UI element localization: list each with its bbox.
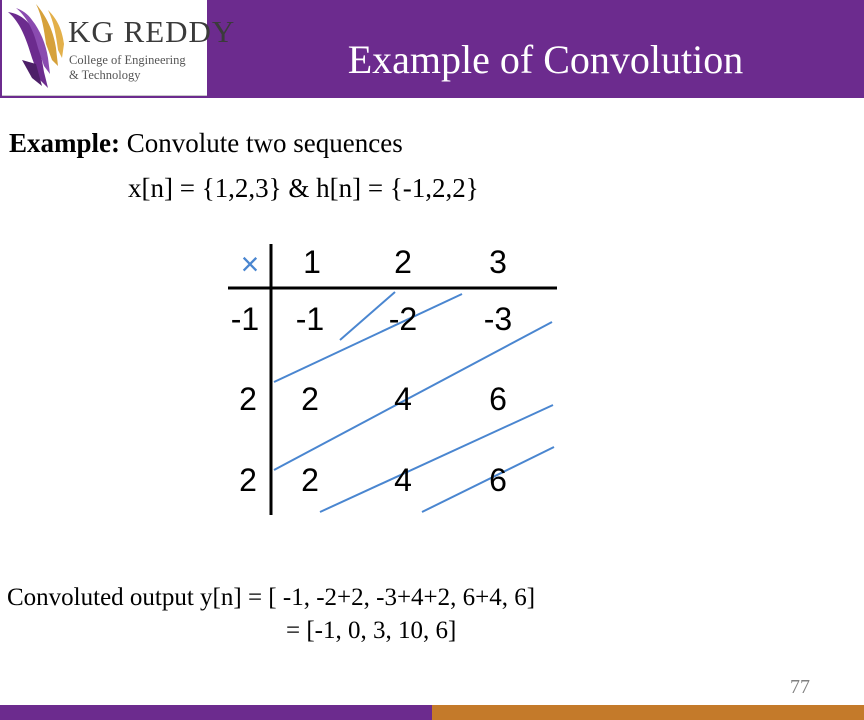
column-header-x1: 2 [394, 244, 412, 280]
logo-subtitle-line1: College of Engineering [69, 53, 186, 67]
example-label: Example: [9, 128, 120, 158]
table-cell: 2 [301, 462, 319, 498]
table-cell: 6 [489, 462, 507, 498]
example-statement: Convolute two sequences [126, 128, 403, 158]
footer-bar-orange [432, 705, 864, 720]
logo-subtitle [69, 53, 204, 83]
sequence-definition: x[n] = {1,2,3} & h[n] = {-1,2,2} [128, 173, 479, 203]
output-line-1: Convoluted output y[n] = [ -1, -2+2, -3+4+2, 6+4, 6] [7, 584, 536, 611]
table-cell: 4 [394, 381, 412, 417]
table-cell: -2 [388, 301, 418, 337]
table-cell: -3 [483, 301, 513, 337]
table-cell: 6 [489, 381, 507, 417]
row-header-h0: -1 [230, 301, 260, 337]
table-cell: 2 [301, 381, 319, 417]
page-number: 77 [790, 676, 810, 698]
column-header-x0: 1 [303, 244, 321, 280]
table-cell: 4 [394, 462, 412, 498]
slide-title-container [207, 36, 864, 83]
footer-bar-purple [0, 705, 432, 720]
row-header-h2: 2 [239, 462, 257, 498]
slide-title: Example of Convolution [347, 37, 744, 82]
table-cell: -1 [295, 301, 325, 337]
row-header-h1: 2 [239, 381, 257, 417]
logo-subtitle-line2: & Technology [69, 68, 141, 82]
logo-name: KG REDDY [68, 14, 236, 49]
college-logo [2, 0, 236, 96]
output-line-2: = [-1, 0, 3, 10, 6] [286, 617, 457, 644]
eagle-emblem-icon [2, 0, 68, 95]
column-header-x2: 3 [489, 244, 507, 280]
multiply-icon: × [240, 246, 260, 282]
example-line [9, 128, 403, 159]
